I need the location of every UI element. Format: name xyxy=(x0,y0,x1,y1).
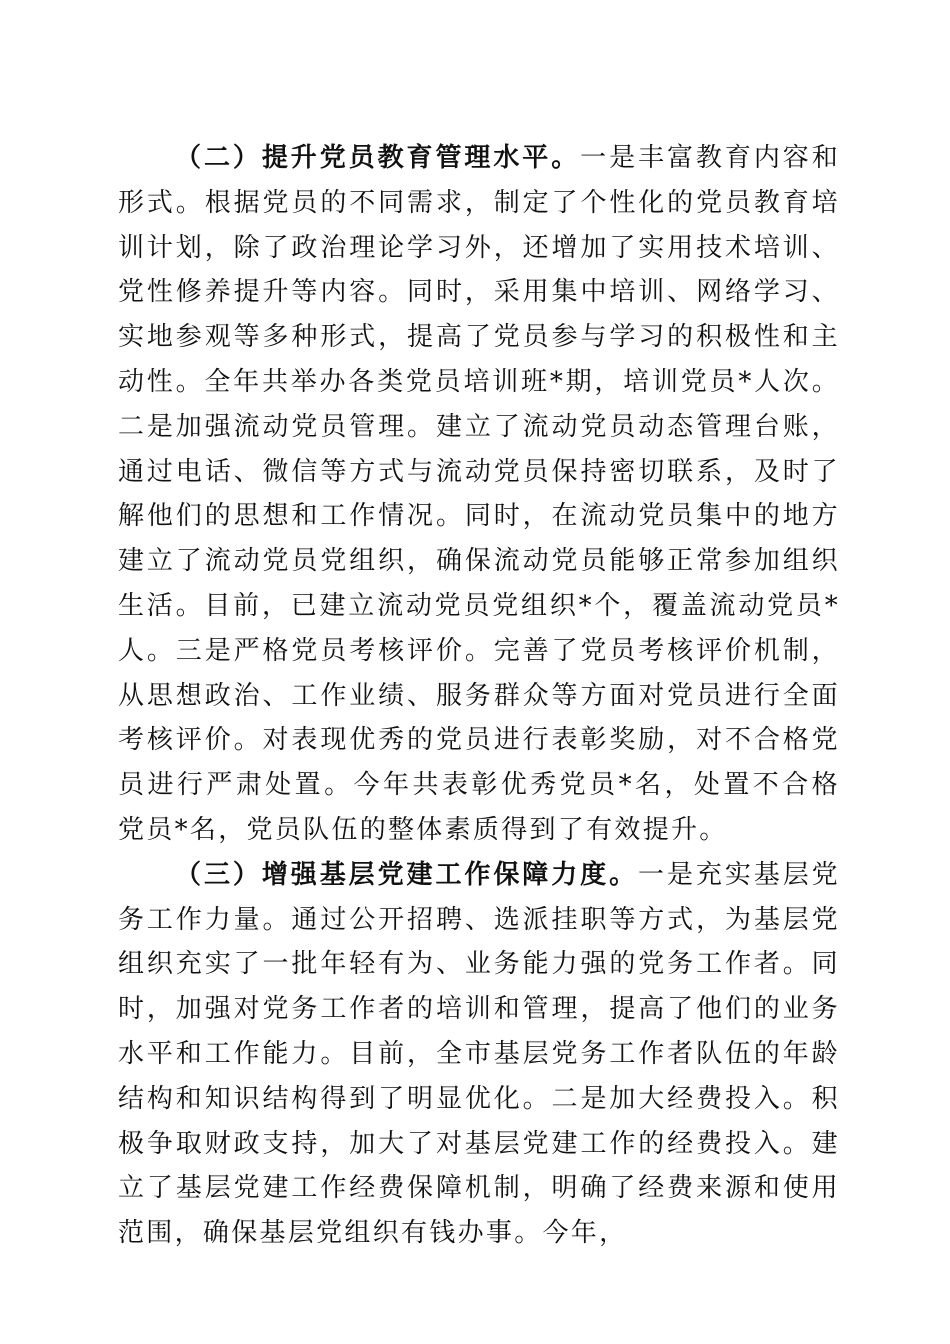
section-heading-3: （三）增强基层党建工作保障力度。 xyxy=(175,859,639,890)
paragraph-text-2: 一是丰富教育内容和形式。根据党员的不同需求，制定了个性化的党员教育培训计划，除了政治理论学习外，还增加了实用技术培训、党性修养提升等内容。同时，采用集中培训、网络学习、实地参观等多种形式，提高了党员参与学习的积极性和主动性。全年共举办各类党员培训班*期，培训党员*人次。二是加强流动党员管理。建立了流动党员动态管理台账，通过电话、微信等方式与流动党员保持密切联系，及时了解他们的思想和工作情况。同时，在流动党员集中的地方建立了流动党员党组织，确保流动党员能够正常参加组织生活。目前，已建立流动党员党组织*个，覆盖流动党员*人。三是严格党员考核评价。完善了党员考核评价机制，从思想政治、工作业绩、服务群众等方面对党员进行全面考核评价。对表现优秀的党员进行表彰奖励，对不合格党员进行严肃处置。今年共表彰优秀党员*名，处置不合格党员*名，党员队伍的整体素质得到了有效提升。 xyxy=(118,143,840,845)
paragraph-section-3 xyxy=(118,853,840,1256)
paragraph-section-2 xyxy=(118,136,840,853)
section-heading-2: （二）提升党员教育管理水平。 xyxy=(175,143,581,173)
paragraph-text-3: 一是充实基层党务工作力量。通过公开招聘、选派挂职等方式，为基层党组织充实了一批年轻有为、业务能力强的党务工作者。同时，加强对党务工作者的培训和管理，提高了他们的业务水平和工作能力。目前，全市基层党务工作者队伍的年龄结构和知识结构得到了明显优化。二是加大经费投入。积极争取财政支持，加大了对基层党建工作的经费投入。建立了基层党建工作经费保障机制，明确了经费来源和使用范围，确保基层党组织有钱办事。今年， xyxy=(118,859,840,1249)
document-body xyxy=(118,136,840,1256)
